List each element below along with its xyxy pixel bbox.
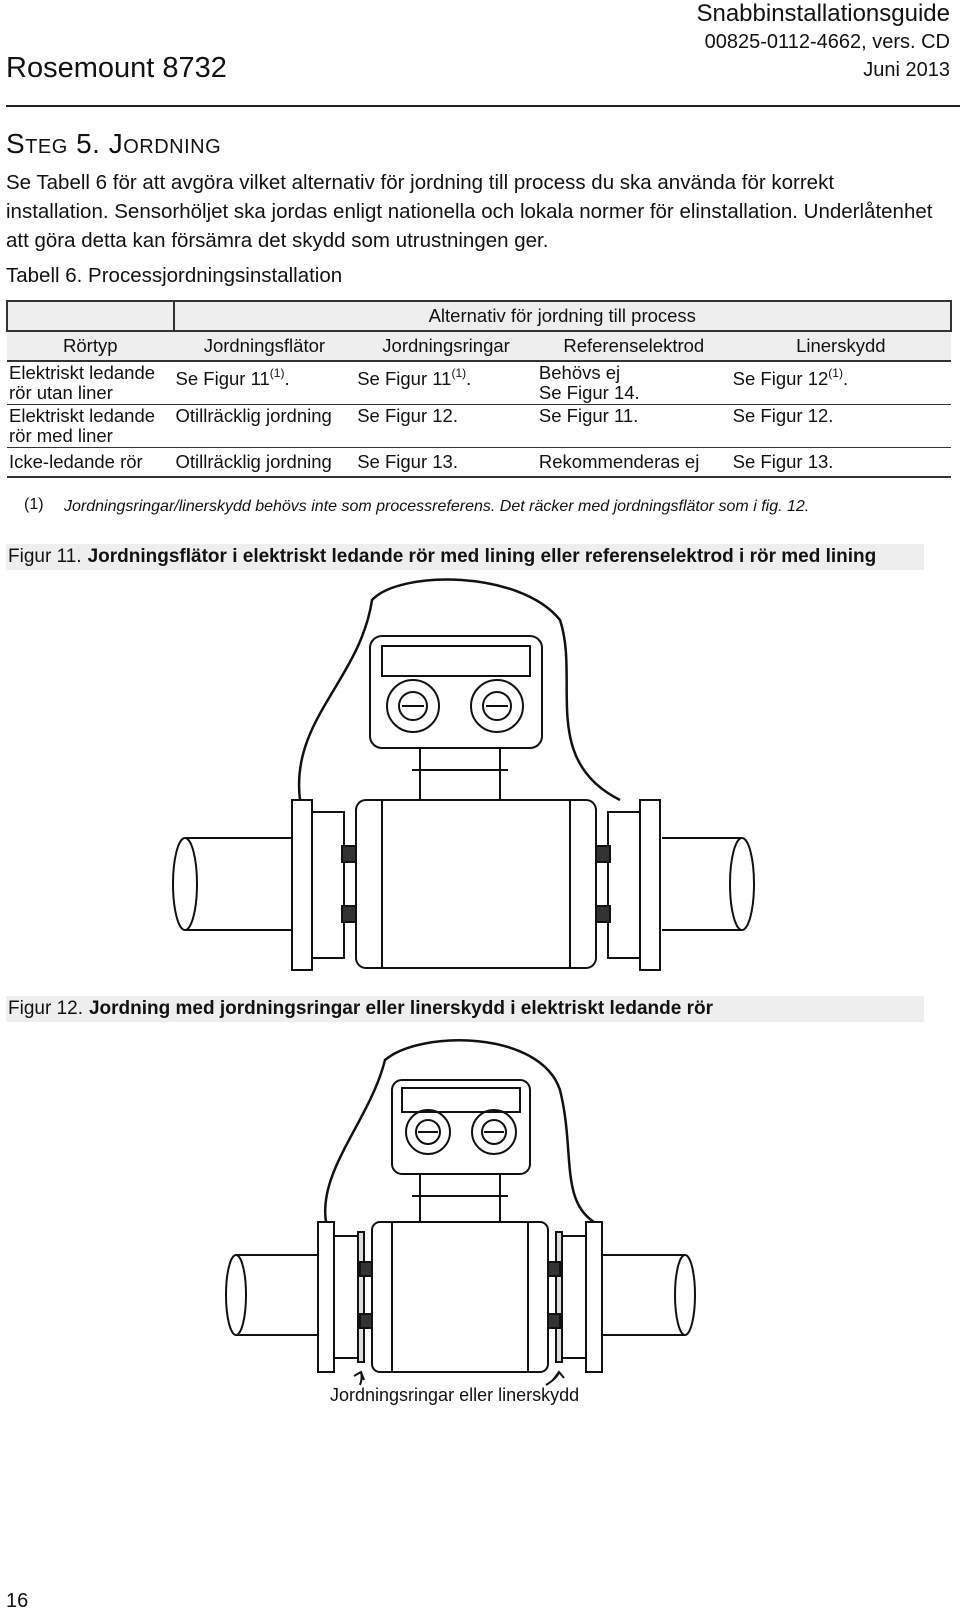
figure12-title: Jordning med jordningsringar eller linerskydd i elektriskt ledande rör [88,998,713,1019]
figure12-callout: Jordningsringar eller linerskydd [330,1385,580,1405]
cell-lining-protector: Se Figur 13. [731,448,951,478]
figure11-title: Jordningsflätor i elektriskt ledande rör med lining eller referenselektrod i rör med lining [87,546,877,567]
guide-title: Snabbinstallationsguide [696,0,950,27]
product-name: Rosemount 8732 [6,52,227,84]
cell-grounding-straps: Otillräcklig jordning [174,405,356,448]
column-header-grounding-rings: Jordningsringar [355,331,537,361]
cell-reference-electrode: Se Figur 11. [537,405,731,448]
ref-line1: Behövs ej [538,362,621,383]
cell-pipe-type: Icke-ledande rör [7,448,174,478]
footnote-ref: (1) [828,366,843,380]
page-number: 16 [6,1590,29,1612]
cell-lining-protector: Se Figur 12. [731,405,951,448]
column-header-lining-protector: Linerskydd [731,331,951,361]
column-header-reference-electrode: Referenselektrod [537,331,731,361]
cell-grounding-straps: Se Figur 11$^{(1)}$. [174,361,356,405]
cell-text: Se Figur 11 [357,368,452,389]
intro-paragraph: Se Tabell 6 för att avgöra vilket alternativ för jordning till process du ska använda för korrekt installation. Sensorhöljet ska jordas enligt nationella och lokala normer för elinstallation. Underlåtenhet att göra detta kan försämra det skydd som utrustningen ger. [6,171,933,252]
figure11-label: Figur 11. [8,546,82,567]
footnote-mark: (1) [24,496,44,513]
pipe-type-line1: Elektriskt ledande [9,362,156,383]
figure12-label: Figur 12. [8,998,83,1019]
cell-text: Se Figur 12 [732,368,829,389]
table-caption: Tabell 6. Processjordningsinstallation [6,264,343,287]
column-header-grounding-straps: Jordningsflätor [174,331,356,361]
cell-lining-protector: Se Figur 12$^{(1)}$. [731,361,951,405]
cell-grounding-rings: Se Figur 11$^{(1)}$. [355,361,537,405]
ref-line2: Se Figur 14. [538,382,640,403]
cell-text: Se Figur 11 [175,368,270,389]
cell-grounding-rings: Se Figur 13. [355,448,537,478]
cell-reference-electrode: Rekommenderas ej [537,448,731,478]
footnote-ref: (1) [269,366,285,380]
step-title: Steg 5. Jordning [6,128,222,159]
footnote-text: Jordningsringar/linerskydd behövs inte som processreferens. Det räcker med jordningsflätor som i fig. 12. [64,498,810,515]
pipe-type-line2: rör med liner [9,425,113,446]
cell-grounding-straps: Otillräcklig jordning [174,448,356,478]
table-group-header: Alternativ för jordning till process [174,301,951,331]
pipe-type-line2: rör utan liner [9,382,113,403]
footnote-ref: (1) [451,366,467,380]
pipe-type-line1: Elektriskt ledande [9,405,156,426]
column-header-pipe-type: Rörtyp [7,331,174,361]
document-date: Juni 2013 [863,59,950,81]
cell-grounding-rings: Se Figur 12. [355,405,537,448]
document-number: 00825-0112-4662, vers. CD [704,31,950,53]
